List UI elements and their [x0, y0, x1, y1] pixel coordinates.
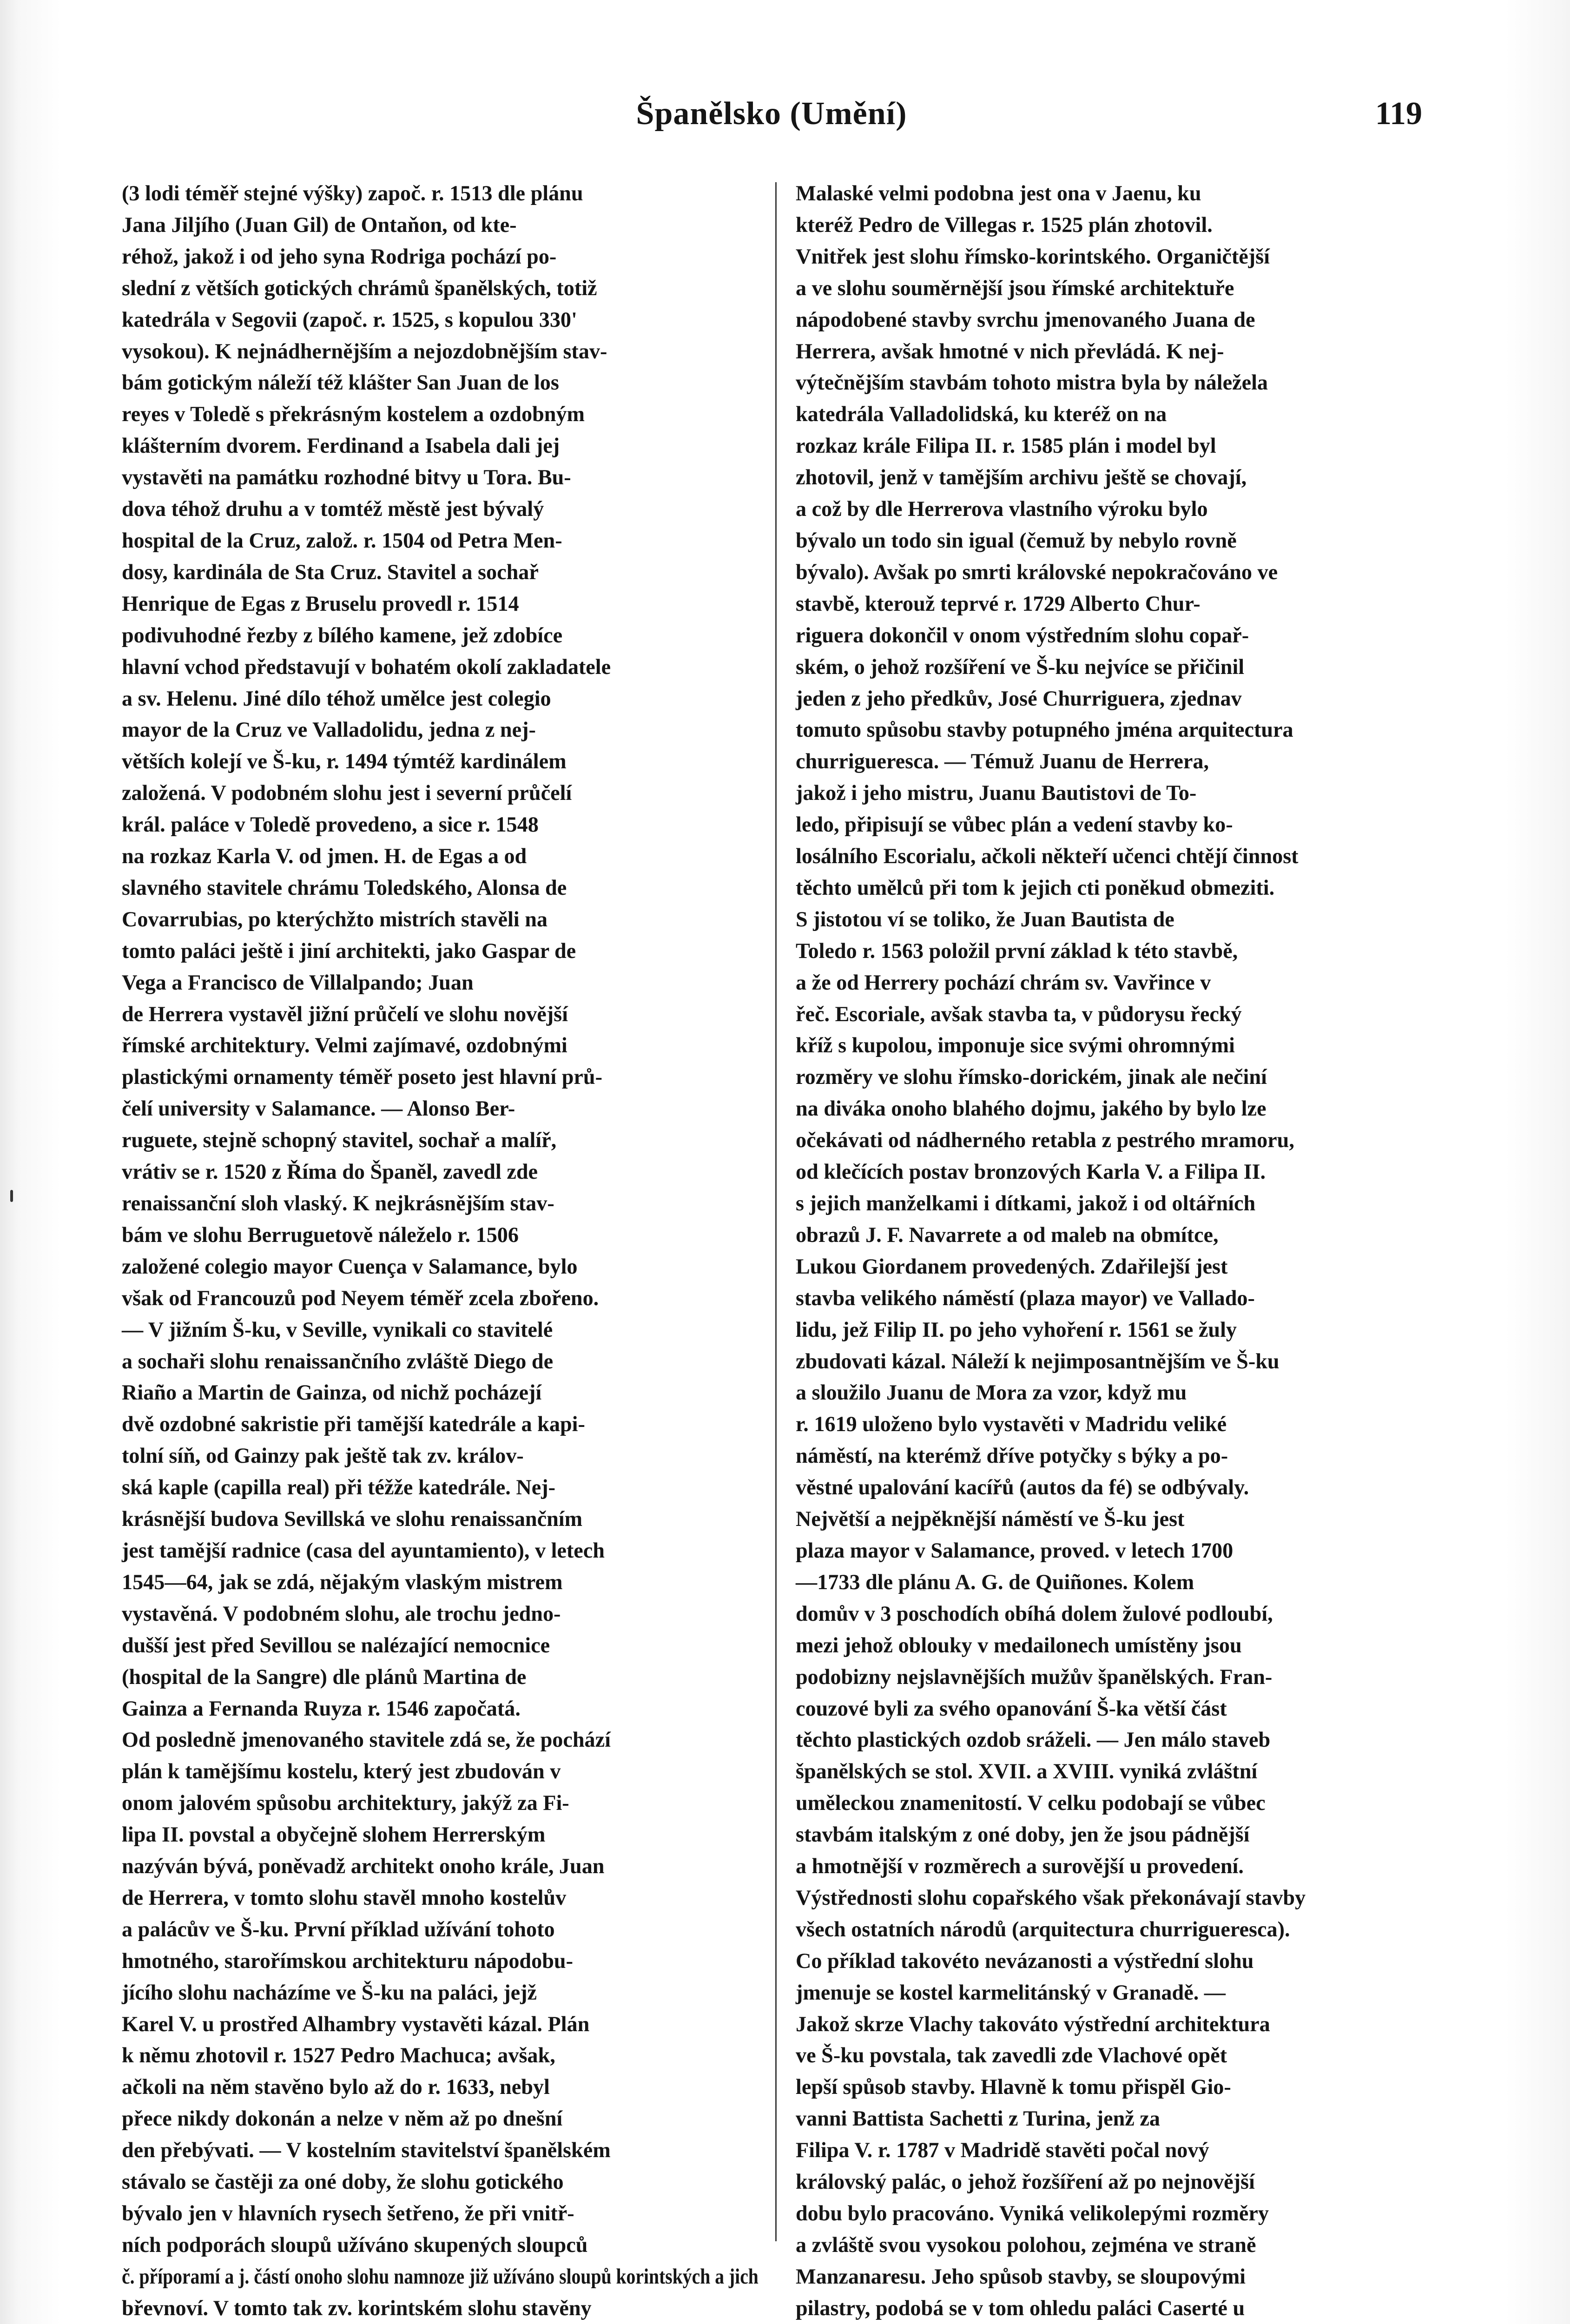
left-column: [122, 178, 759, 2320]
text-line: stávalo se častěji za oné doby, že slohu gotického: [122, 2170, 564, 2194]
text-line: pilastry, podobá se v tom ohledu paláci Caserté u: [796, 2296, 1245, 2320]
text-line: obrazů J. F. Navarrete a od maleb na obmítce,: [796, 1222, 1219, 1247]
text-line: Manzanaresu. Jeho spůsob stavby, se sloupovými: [796, 2264, 1246, 2288]
text-line: bám ve slohu Berruguetově náleželo r. 1506: [122, 1222, 519, 1247]
text-line: churrigueresca. — Témuž Juanu de Herrera,: [796, 749, 1209, 773]
text-line: očekávati od nádherného retabla z pestrého mramoru,: [796, 1128, 1294, 1152]
text-line: řeč. Escoriale, avšak stavba ta, v půdorysu řecký: [796, 1002, 1242, 1026]
text-line: 1545—64, jak se zdá, nějakým vlaským mistrem: [122, 1570, 563, 1594]
text-line: slavného stavitele chrámu Toledského, Alonsa de: [122, 875, 567, 899]
text-line: tolní síň, od Gainzy pak ještě tak zv. králov-: [122, 1444, 524, 1468]
text-line: Karel V. u prostřed Alhambry vystavěti kázal. Plán: [122, 2012, 590, 2036]
text-line: Herrera, avšak hmotné v nich převládá. K nej-: [796, 339, 1224, 363]
text-line: den přebývati. — V kostelním stavitelství španělském: [122, 2138, 611, 2162]
text-line: slední z větších gotických chrámů španělských, totiž: [122, 276, 597, 300]
text-line: podivuhodné řezby z bílého kamene, jež zdobíce: [122, 623, 563, 647]
text-line: Největší a nejpěknější náměstí ve Š-ku jest: [796, 1507, 1185, 1531]
text-line: a hmotnější v rozměrech a surovější u provedení.: [796, 1854, 1244, 1878]
text-line: však od Francouzů pod Neyem téměř zcela zbořeno.: [122, 1286, 599, 1310]
text-line: Co příklad takovéto nevázanosti a výstřední slohu: [796, 1948, 1254, 1973]
text-line: lidu, jež Filip II. po jeho vyhoření r. 1561 se žuly: [796, 1317, 1237, 1341]
text-line: lipa II. povstal a obyčejně slohem Herrerským: [122, 1822, 546, 1847]
text-line: vysokou). K nejnádhernějším a nejozdobnějším stav-: [122, 339, 607, 363]
text-line: uměleckou znamenitostí. V celku podobají se vůbec: [796, 1791, 1266, 1815]
text-line: couzové byli za svého opanování Š-ka větší část: [796, 1696, 1227, 1720]
text-line: krásnější budova Sevillská ve slohu renaissančním: [122, 1507, 583, 1531]
text-line: založená. V podobném slohu jest i severní průčelí: [122, 781, 572, 805]
text-line: plán k tamějšímu kostelu, který jest zbudován v: [122, 1759, 561, 1783]
text-line: (3 lodi téměř stejné výšky) započ. r. 1513 dle plánu: [122, 181, 583, 205]
text-line: a že od Herrery pochází chrám sv. Vavřince v: [796, 970, 1211, 994]
text-line: ská kaple (capilla real) při téžže katedrále. Nej-: [122, 1475, 555, 1499]
text-line: lepší spůsob stavby. Hlavně k tomu přispěl Gio-: [796, 2075, 1231, 2099]
text-line: vanni Battista Sachetti z Turina, jenž za: [796, 2106, 1160, 2131]
text-line: č. příporamí a j. částí onoho slohu namnoze již užíváno sloupů korintských a jich: [122, 2264, 759, 2288]
text-line: Vnitřek jest slohu římsko-korintského. Organičtější: [796, 244, 1270, 268]
column-divider: [775, 182, 777, 2241]
text-line: vrátiv se r. 1520 z Říma do Španěl, zavedl zde: [122, 1160, 538, 1184]
text-line: mezi jehož oblouky v medailonech umístěny jsou: [796, 1633, 1242, 1657]
text-line: královský palác, o jehož řozšíření až po nejnovější: [796, 2170, 1255, 2194]
text-line: k němu zhotovil r. 1527 Pedro Machuca; avšak,: [122, 2043, 555, 2067]
text-line: král. paláce v Toledě provedeno, a sice r. 1548: [122, 812, 539, 837]
text-line: dobu bylo pracováno. Vyniká velikolepými rozměry: [796, 2201, 1269, 2225]
text-line: na rozkaz Karla V. od jmen. H. de Egas a od: [122, 844, 527, 868]
text-line: všech ostatních národů (arquitectura churrigueresca).: [796, 1917, 1290, 1941]
text-line: Henrique de Egas z Bruselu provedl r. 1514: [122, 591, 519, 615]
text-line: a sloužilo Juanu de Mora za vzor, když mu: [796, 1380, 1187, 1405]
text-line: stavbě, kterouž teprvé r. 1729 Alberto Chur-: [796, 591, 1201, 615]
text-line: a zvláště svou vysokou polohou, zejména ve straně: [796, 2232, 1256, 2257]
text-line: vystavěná. V podobném slohu, ale trochu jedno-: [122, 1601, 561, 1625]
text-line: římské architektury. Velmi zajímavé, ozdobnými: [122, 1033, 567, 1057]
text-line: S jistotou ví se toliko, že Juan Bautista de: [796, 907, 1174, 931]
text-line: katedrála v Segovii (započ. r. 1525, s kopulou 330': [122, 307, 577, 331]
text-line: těchto plastických ozdob sráželi. — Jen málo staveb: [796, 1728, 1271, 1752]
text-line: podobizny nejslavnějších mužův španělských. Fran-: [796, 1664, 1273, 1689]
text-line: ních podporách sloupů užíváno skupených sloupců: [122, 2232, 588, 2257]
text-line: ruguete, stejně schopný stavitel, sochař a malíř,: [122, 1128, 557, 1152]
text-line: hlavní vchod představují v bohatém okolí zakladatele: [122, 654, 611, 679]
text-line: ačkoli na něm stavěno bylo až do r. 1633, nebyl: [122, 2075, 550, 2099]
text-line: výtečnějším stavbám tohoto mistra byla by náležela: [796, 370, 1268, 395]
text-line: riguera dokončil v onom výstředním slohu copař-: [796, 623, 1249, 647]
text-line: Gainza a Fernanda Ruyza r. 1546 započatá.: [122, 1696, 521, 1720]
text-line: španělských se stol. XVII. a XVIII. vyniká zvláštní: [796, 1759, 1258, 1783]
text-line: zbudovati kázal. Náleží k nejimposantnějším ve Š-ku: [796, 1349, 1280, 1373]
text-line: stavba velikého náměstí (plaza mayor) ve Vallado-: [796, 1286, 1255, 1310]
page-number: 119: [1375, 96, 1422, 132]
text-line: jakož i jeho mistru, Juanu Bautistovi de To-: [796, 781, 1197, 805]
text-line: těchto umělců při tom k jejich cti poněkud obmeziti.: [796, 875, 1275, 899]
text-line: losálního Escorialu, ačkoli někteří učenci chtějí činnost: [796, 844, 1299, 868]
text-line: Vega a Francisco de Villalpando; Juan: [122, 970, 474, 994]
text-line: Covarrubias, po kterýchžto mistrích stavěli na: [122, 907, 548, 931]
text-line: kteréž Pedro de Villegas r. 1525 plán zhotovil.: [796, 212, 1213, 237]
text-line: bývalo jen v hlavních rysech šetřeno, že při vnitř-: [122, 2201, 574, 2225]
text-line: Toledo r. 1563 položil první základ k této stavbě,: [796, 938, 1238, 963]
text-line: réhož, jakož i od jeho syna Rodriga pochází po-: [122, 244, 557, 268]
text-line: Malaské velmi podobna jest ona v Jaenu, ku: [796, 181, 1201, 205]
text-line: jmenuje se kostel karmelitánský v Granadě. —: [796, 1980, 1226, 2004]
text-line: dova téhož druhu a v tomtéž městě jest bývalý: [122, 497, 544, 521]
text-line: de Herrera vystavěl jižní průčelí ve slohu novější: [122, 1002, 568, 1026]
text-line: r. 1619 uloženo bylo vystavěti v Madridu veliké: [796, 1412, 1227, 1436]
text-line: Lukou Giordanem provedených. Zdařilejší jest: [796, 1254, 1228, 1278]
text-line: onom jalovém spůsobu architektury, jakýž za Fi-: [122, 1791, 569, 1815]
text-line: ledo, připisují se vůbec plán a vedení stavby ko-: [796, 812, 1233, 837]
text-line: bývalo). Avšak po smrti královské nepokračováno ve: [796, 560, 1278, 584]
text-line: rozměry ve slohu římsko-dorickém, jinak ale nečiní: [796, 1065, 1267, 1089]
text-line: náměstí, na kterémž dříve potyčky s býky a po-: [796, 1444, 1228, 1468]
text-line: plaza mayor v Salamance, proved. v letech 1700: [796, 1538, 1234, 1562]
text-line: dušší jest před Sevillou se nalézající nemocnice: [122, 1633, 550, 1657]
text-line: jest tamější radnice (casa del ayuntamiento), v letech: [122, 1538, 605, 1562]
text-line: bám gotickým náleží též klášter San Juan de los: [122, 370, 559, 395]
text-line: a ve slohu souměrnější jsou římské architektuře: [796, 276, 1234, 300]
text-line: s jejich manželkami i dítkami, jakož i od oltářních: [796, 1191, 1256, 1215]
text-line: břevnoví. V tomto tak zv. korintském slohu stavěny: [122, 2296, 592, 2320]
text-line: —1733 dle plánu A. G. de Quiñones. Kolem: [796, 1570, 1194, 1594]
running-head: Španělsko (Umění): [636, 96, 907, 132]
text-line: Jana Jiljího (Juan Gil) de Ontaňon, od kte-: [122, 212, 517, 237]
text-line: Riaño a Martin de Gainza, od nichž pocházejí: [122, 1380, 542, 1405]
text-line: stavbám italským z oné doby, jen že jsou pádnější: [796, 1822, 1250, 1847]
text-line: čelí university v Salamance. — Alonso Ber-: [122, 1096, 515, 1121]
right-column: [796, 178, 1432, 2320]
text-line: dosy, kardinála de Sta Cruz. Stavitel a sochař: [122, 560, 539, 584]
text-line: založené colegio mayor Cuença v Salamance, bylo: [122, 1254, 578, 1278]
text-line: Jakož skrze Vlachy takováto výstřední architektura: [796, 2012, 1270, 2036]
text-line: a palácův ve Š-ku. První příklad užívání tohoto: [122, 1917, 555, 1941]
text-line: Výstřednosti slohu copařského však překonávají stavby: [796, 1885, 1306, 1909]
text-line: nápodobené stavby svrchu jmenovaného Juana de: [796, 307, 1255, 331]
text-line: přece nikdy dokonán a nelze v něm až po dnešní: [122, 2106, 563, 2131]
text-line: tomto paláci ještě i jiní architekti, jako Gaspar de: [122, 938, 576, 963]
text-line: bývalo un todo sin igual (čemuž by nebylo rovně: [796, 528, 1237, 552]
text-line: — V jižním Š-ku, v Seville, vynikali co stavitelé: [122, 1317, 553, 1341]
text-line: klášterním dvorem. Ferdinand a Isabela dali jej: [122, 434, 560, 458]
text-line: a sv. Helenu. Jiné dílo téhož umělce jest colegio: [122, 686, 551, 710]
text-line: plastickými ornamenty téměř poseto jest hlavní prů-: [122, 1065, 602, 1089]
text-line: hmotného, starořímskou architekturu nápodobu-: [122, 1948, 573, 1973]
text-line: vystavěti na památku rozhodné bitvy u Tora. Bu-: [122, 465, 571, 489]
text-line: renaissanční sloh vlaský. K nejkrásnějším stav-: [122, 1191, 554, 1215]
text-line: na diváka onoho blahého dojmu, jakého by bylo lze: [796, 1096, 1267, 1121]
text-line: hospital de la Cruz, založ. r. 1504 od Petra Men-: [122, 528, 562, 552]
text-line: domův v 3 poschodích obíhá dolem žulové podloubí,: [796, 1601, 1273, 1625]
text-line: zhotovil, jenž v tamějším archivu ještě se chovají,: [796, 465, 1247, 489]
text-line: Filipa V. r. 1787 v Madridě stavěti počal nový: [796, 2138, 1209, 2162]
page-header: [121, 95, 1422, 146]
text-line: nazýván bývá, poněvadž architekt onoho krále, Juan: [122, 1854, 605, 1878]
text-line: de Herrera, v tomto slohu stavěl mnoho kostelův: [122, 1885, 567, 1909]
text-line: jeden z jeho předkův, José Churriguera, zjednav: [796, 686, 1242, 710]
text-line: (hospital de la Sangre) dle plánů Martina de: [122, 1664, 527, 1689]
text-line: ve Š-ku povstala, tak zavedli zde Vlachové opět: [796, 2043, 1227, 2067]
margin-mark: [10, 1190, 13, 1202]
text-line: Od posledně jmenovaného stavitele zdá se, že pochází: [122, 1728, 611, 1752]
text-line: reyes v Toledě s překrásným kostelem a ozdobným: [122, 402, 585, 426]
text-line: mayor de la Cruz ve Valladolidu, jedna z nej-: [122, 718, 536, 742]
text-line: a sochaři slohu renaissančního zvláště Diego de: [122, 1349, 554, 1373]
text-line: jícího slohu nacházíme ve Š-ku na paláci, jejž: [122, 1980, 537, 2004]
text-line: rozkaz krále Filipa II. r. 1585 plán i model byl: [796, 434, 1216, 458]
text-line: věstné upalování kacířů (autos da fé) se odbývaly.: [796, 1475, 1249, 1499]
text-line: kříž s kupolou, imponuje sice svými ohromnými: [796, 1033, 1235, 1057]
text-line: tomuto spůsobu stavby potupného jména arquitectura: [796, 718, 1293, 742]
text-line: větších kolejí ve Š-ku, r. 1494 týmtéž kardinálem: [122, 749, 567, 773]
text-line: a což by dle Herrerova vlastního výroku bylo: [796, 497, 1208, 521]
text-line: ském, o jehož rozšíření ve Š-ku nejvíce se přičinil: [796, 654, 1245, 679]
text-line: katedrála Valladolidská, ku kteréž on na: [796, 402, 1167, 426]
text-line: dvě ozdobné sakristie při tamější katedrále a kapi-: [122, 1412, 585, 1436]
text-line: od klečících postav bronzových Karla V. a Filipa II.: [796, 1160, 1266, 1184]
